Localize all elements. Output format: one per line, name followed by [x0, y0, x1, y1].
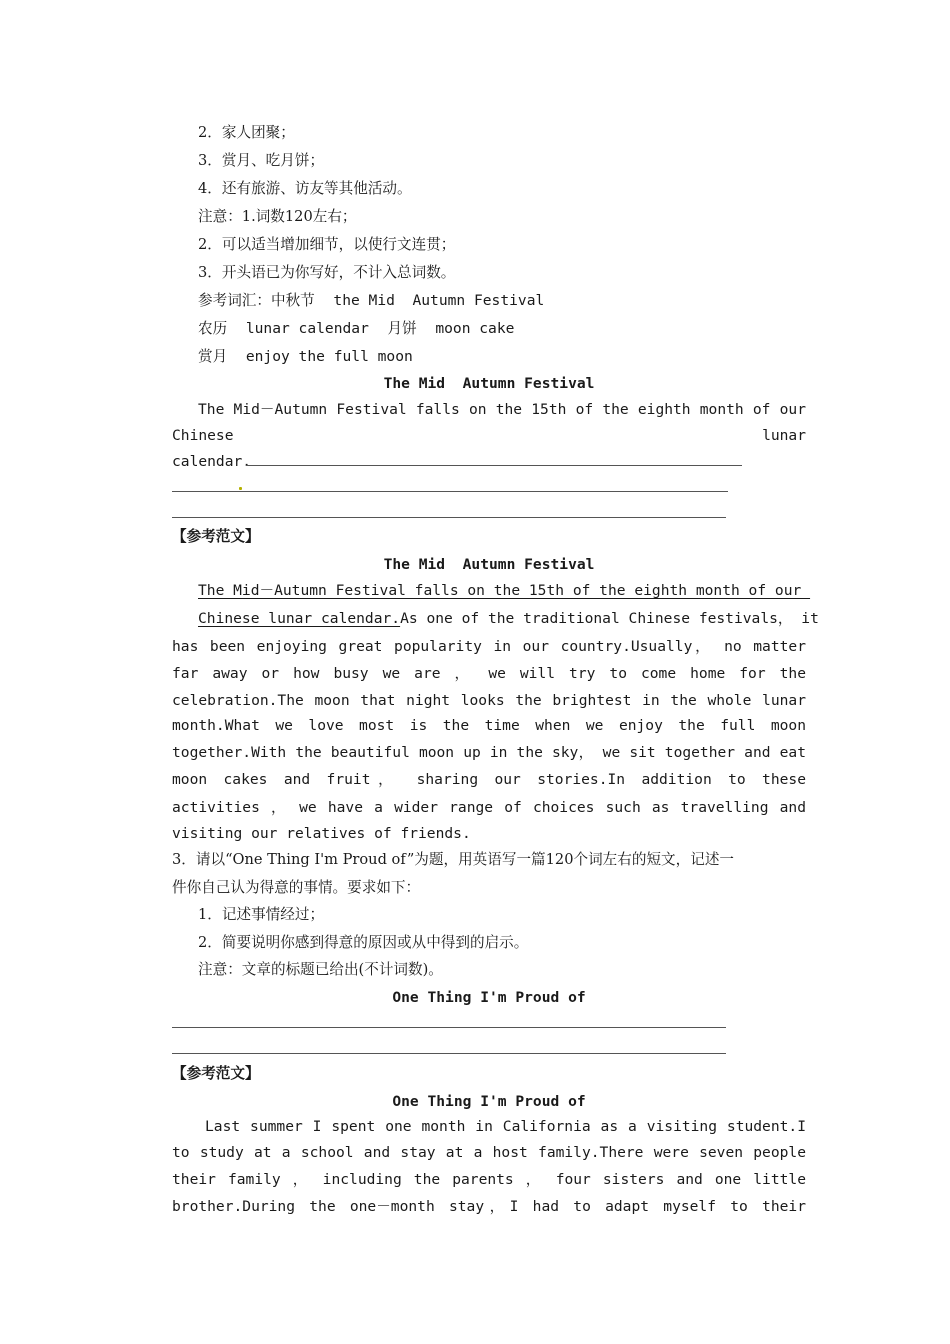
- essay-title: The Mid Autumn Festival: [383, 375, 595, 392]
- task3-sample-title: One Thing I'm Proud of: [392, 1093, 586, 1110]
- sample-label: 【参考范文】: [172, 528, 260, 545]
- task3-requirement-1: 1．记述事情经过；: [198, 906, 325, 923]
- sample-line: far away or how busy we are ， we will try to come home for the: [172, 665, 806, 682]
- writing-line: [172, 491, 728, 492]
- vocab-cn: 赏月: [198, 348, 228, 365]
- requirement-4: 4．还有旅游、访友等其他活动。: [198, 180, 412, 197]
- vocab-en: lunar calendar: [245, 320, 369, 337]
- note-1: 注意：1.词数120左右；: [198, 208, 357, 225]
- sample-line: celebration.The moon that night looks the brightest in the whole lunar: [172, 692, 806, 709]
- opening-line-3: calendar.: [172, 453, 252, 470]
- task3-sample-line: to study at a school and stay at a host family.There were seven people: [172, 1144, 806, 1161]
- task3-prompt-2: 件你自己认为得意的事情。要求如下：: [172, 879, 421, 896]
- sample-line-last: visiting our relatives of friends.: [172, 825, 471, 842]
- writing-line: [172, 517, 726, 518]
- sample-text: As one of the traditional Chinese festivals， it: [400, 610, 819, 627]
- writing-line: [246, 465, 742, 466]
- task3-requirement-2: 2．简要说明你感到得意的原因或从中得到的启示。: [198, 934, 529, 951]
- opening-word: lunar: [762, 427, 806, 444]
- sample-line-first: [198, 609, 819, 629]
- requirement-3: 3．赏月、吃月饼；: [198, 152, 325, 169]
- vocab-en: moon cake: [435, 320, 515, 337]
- vocab-cn: 月饼: [387, 320, 417, 337]
- task3-sample-label: 【参考范文】: [172, 1065, 260, 1082]
- vocab-line-3: [198, 347, 806, 367]
- vocab-en: enjoy the full moon: [245, 348, 413, 365]
- opening-word: Chinese: [172, 427, 234, 444]
- sample-line: has been enjoying great popularity in our country.Usually， no matter: [172, 638, 806, 655]
- sample-line: activities ， we have a wider range of choices such as travelling and: [172, 799, 806, 816]
- sample-line: together.With the beautiful moon up in the sky， we sit together and eat: [172, 744, 806, 761]
- opening-line-2: [172, 426, 806, 446]
- sample-underlined-2: Chinese lunar calendar.: [198, 610, 401, 627]
- task3-sample-line: brother.During the one－month stay，I had to adapt myself to their: [172, 1198, 806, 1215]
- task3-sample-line: Last summer I spent one month in California as a visiting student.I: [205, 1118, 806, 1135]
- task3-prompt-1: 3．请以“One Thing I'm Proud of”为题，用英语写一篇120个词左右的短文，记述一: [172, 851, 735, 868]
- requirement-2: 2．家人团聚；: [198, 124, 295, 141]
- vocab-line-1: [198, 291, 806, 311]
- opening-line-1: The Mid－Autumn Festival falls on the 15th of the eighth month of our: [198, 401, 806, 418]
- task3-title: One Thing I'm Proud of: [392, 989, 586, 1006]
- sample-underlined-1: The Mid－Autumn Festival falls on the 15th of the eighth month of our: [198, 582, 811, 599]
- task3-sample-line: their family ， including the parents ， four sisters and one little: [172, 1171, 806, 1188]
- vocab-line-2: [198, 319, 806, 339]
- note-2: 2．可以适当增加细节，以使行文连贯；: [198, 236, 456, 253]
- vocab-cn: 农历: [198, 320, 228, 337]
- vocab-cn: 参考词汇：中秋节: [198, 292, 315, 309]
- vocab-en: the Mid Autumn Festival: [333, 292, 545, 309]
- note-3: 3．开头语已为你写好，不计入总词数。: [198, 264, 456, 281]
- sample-line: month.What we love most is the time when we enjoy the full moon: [172, 717, 806, 734]
- task3-note: 注意：文章的标题已给出(不计词数)。: [198, 961, 443, 978]
- sample-line: moon cakes and fruit， sharing our stories.In addition to these: [172, 771, 806, 788]
- writing-line: [172, 1053, 726, 1054]
- stray-mark: [239, 487, 242, 490]
- writing-line: [172, 1027, 726, 1028]
- sample-title: The Mid Autumn Festival: [383, 556, 595, 573]
